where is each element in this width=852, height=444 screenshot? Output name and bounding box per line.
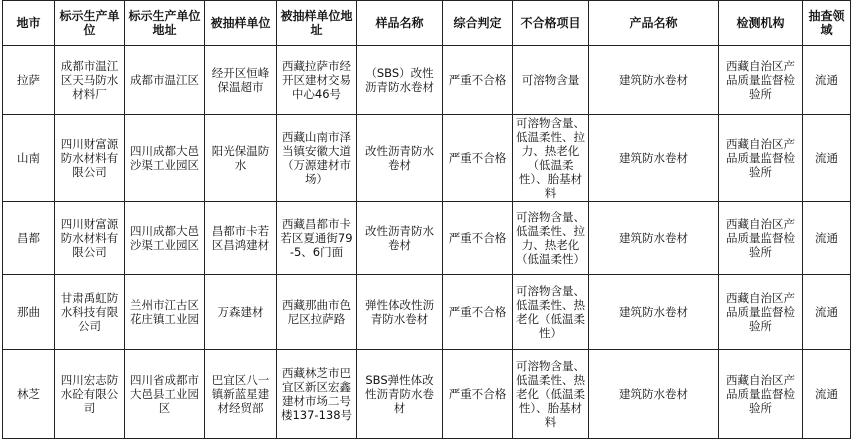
cell-domain: 流通: [803, 46, 851, 115]
header-sampled-address: 被抽样单位地址: [277, 1, 357, 46]
cell-manufacturer: 四川财富源防水材料有限公司: [55, 202, 125, 275]
cell-sampled-unit: 巴宜区八一镇新蓝星建材经贸部: [205, 350, 277, 439]
cell-sample-name: 改性沥青防水卷材: [357, 115, 443, 202]
cell-failed-items: 可溶物含量: [513, 46, 589, 115]
header-sampled-unit: 被抽样单位: [205, 1, 277, 46]
table-row: [3, 350, 851, 439]
cell-sampled-unit: 昌都市卡若区昌鸿建材: [205, 202, 277, 275]
cell-product-name: 建筑防水卷材: [589, 275, 719, 350]
header-manufacturer: 标示生产单位: [55, 1, 125, 46]
cell-manufacturer: 甘肃禹虹防水科技有限公司: [55, 275, 125, 350]
cell-manufacturer: 成都市温江区天马防水材料厂: [55, 46, 125, 115]
header-row: [3, 1, 851, 46]
cell-domain: 流通: [803, 350, 851, 439]
cell-product-name: 建筑防水卷材: [589, 350, 719, 439]
cell-city: 昌都: [3, 202, 55, 275]
cell-verdict: 严重不合格: [443, 350, 513, 439]
cell-manufacturer-address: 四川省成都市大邑县工业园区: [125, 350, 205, 439]
cell-city: 林芝: [3, 350, 55, 439]
cell-failed-items: 可溶物含量、低温柔性、拉力、热老化（低温柔性）: [513, 202, 589, 275]
cell-product-name: 建筑防水卷材: [589, 202, 719, 275]
cell-sample-name: （SBS）改性沥青防水卷材: [357, 46, 443, 115]
cell-verdict: 严重不合格: [443, 115, 513, 202]
cell-sampled-address: 西藏山南市泽当镇安徽大道（万源建材市场）: [277, 115, 357, 202]
cell-sampled-address: 西藏昌都市卡若区夏通街79-5、6门面: [277, 202, 357, 275]
header-manufacturer-address: 标示生产单位地址: [125, 1, 205, 46]
cell-sample-name: 弹性体改性沥青防水卷材: [357, 275, 443, 350]
header-domain: 抽查领域: [803, 1, 851, 46]
cell-sampled-unit: 阳光保温防水: [205, 115, 277, 202]
cell-manufacturer: 四川宏志防水砼有限公司: [55, 350, 125, 439]
table-row: [3, 202, 851, 275]
inspection-results-table: [2, 0, 851, 439]
cell-domain: 流通: [803, 275, 851, 350]
cell-product-name: 建筑防水卷材: [589, 115, 719, 202]
cell-agency: 西藏自治区产品质量监督检验所: [719, 350, 803, 439]
cell-verdict: 严重不合格: [443, 275, 513, 350]
cell-agency: 西藏自治区产品质量监督检验所: [719, 275, 803, 350]
table-row: [3, 115, 851, 202]
cell-manufacturer: 四川财富源防水材料有限公司: [55, 115, 125, 202]
cell-sampled-address: 西藏林芝市巴宜区新区宏鑫建材市场二号楼137-138号: [277, 350, 357, 439]
header-agency: 检测机构: [719, 1, 803, 46]
cell-sampled-unit: 经开区恒峰保温超市: [205, 46, 277, 115]
table-row: [3, 275, 851, 350]
cell-failed-items: 可溶物含量、低温柔性、拉力、热老化（低温柔性）、胎基材料: [513, 115, 589, 202]
cell-domain: 流通: [803, 115, 851, 202]
cell-city: 拉萨: [3, 46, 55, 115]
cell-manufacturer-address: 四川成都大邑沙渠工业园区: [125, 202, 205, 275]
header-verdict: 综合判定: [443, 1, 513, 46]
cell-manufacturer-address: 兰州市江古区花庄镇工业园: [125, 275, 205, 350]
cell-failed-items: 可溶物含量、低温柔性、热老化（低温柔性）、胎基材料: [513, 350, 589, 439]
header-failed-items: 不合格项目: [513, 1, 589, 46]
cell-sampled-address: 西藏那曲市色尼区拉萨路: [277, 275, 357, 350]
cell-manufacturer-address: 成都市温江区: [125, 46, 205, 115]
cell-verdict: 严重不合格: [443, 46, 513, 115]
cell-city: 山南: [3, 115, 55, 202]
cell-manufacturer-address: 四川成都大邑沙渠工业园区: [125, 115, 205, 202]
cell-agency: 西藏自治区产品质量监督检验所: [719, 115, 803, 202]
header-sample-name: 样品名称: [357, 1, 443, 46]
cell-sampled-address: 西藏拉萨市经开区建材交易中心46号: [277, 46, 357, 115]
cell-sampled-unit: 万森建材: [205, 275, 277, 350]
cell-domain: 流通: [803, 202, 851, 275]
cell-failed-items: 可溶物含量、低温柔性、热老化（低温柔性）: [513, 275, 589, 350]
cell-agency: 西藏自治区产品质量监督检验所: [719, 46, 803, 115]
header-city: 地市: [3, 1, 55, 46]
header-product-name: 产品名称: [589, 1, 719, 46]
cell-city: 那曲: [3, 275, 55, 350]
cell-agency: 西藏自治区产品质量监督检验所: [719, 202, 803, 275]
cell-sample-name: 改性沥青防水卷材: [357, 202, 443, 275]
table-row: [3, 46, 851, 115]
cell-sample-name: SBS弹性体改性沥青防水卷材: [357, 350, 443, 439]
cell-verdict: 严重不合格: [443, 202, 513, 275]
cell-product-name: 建筑防水卷材: [589, 46, 719, 115]
